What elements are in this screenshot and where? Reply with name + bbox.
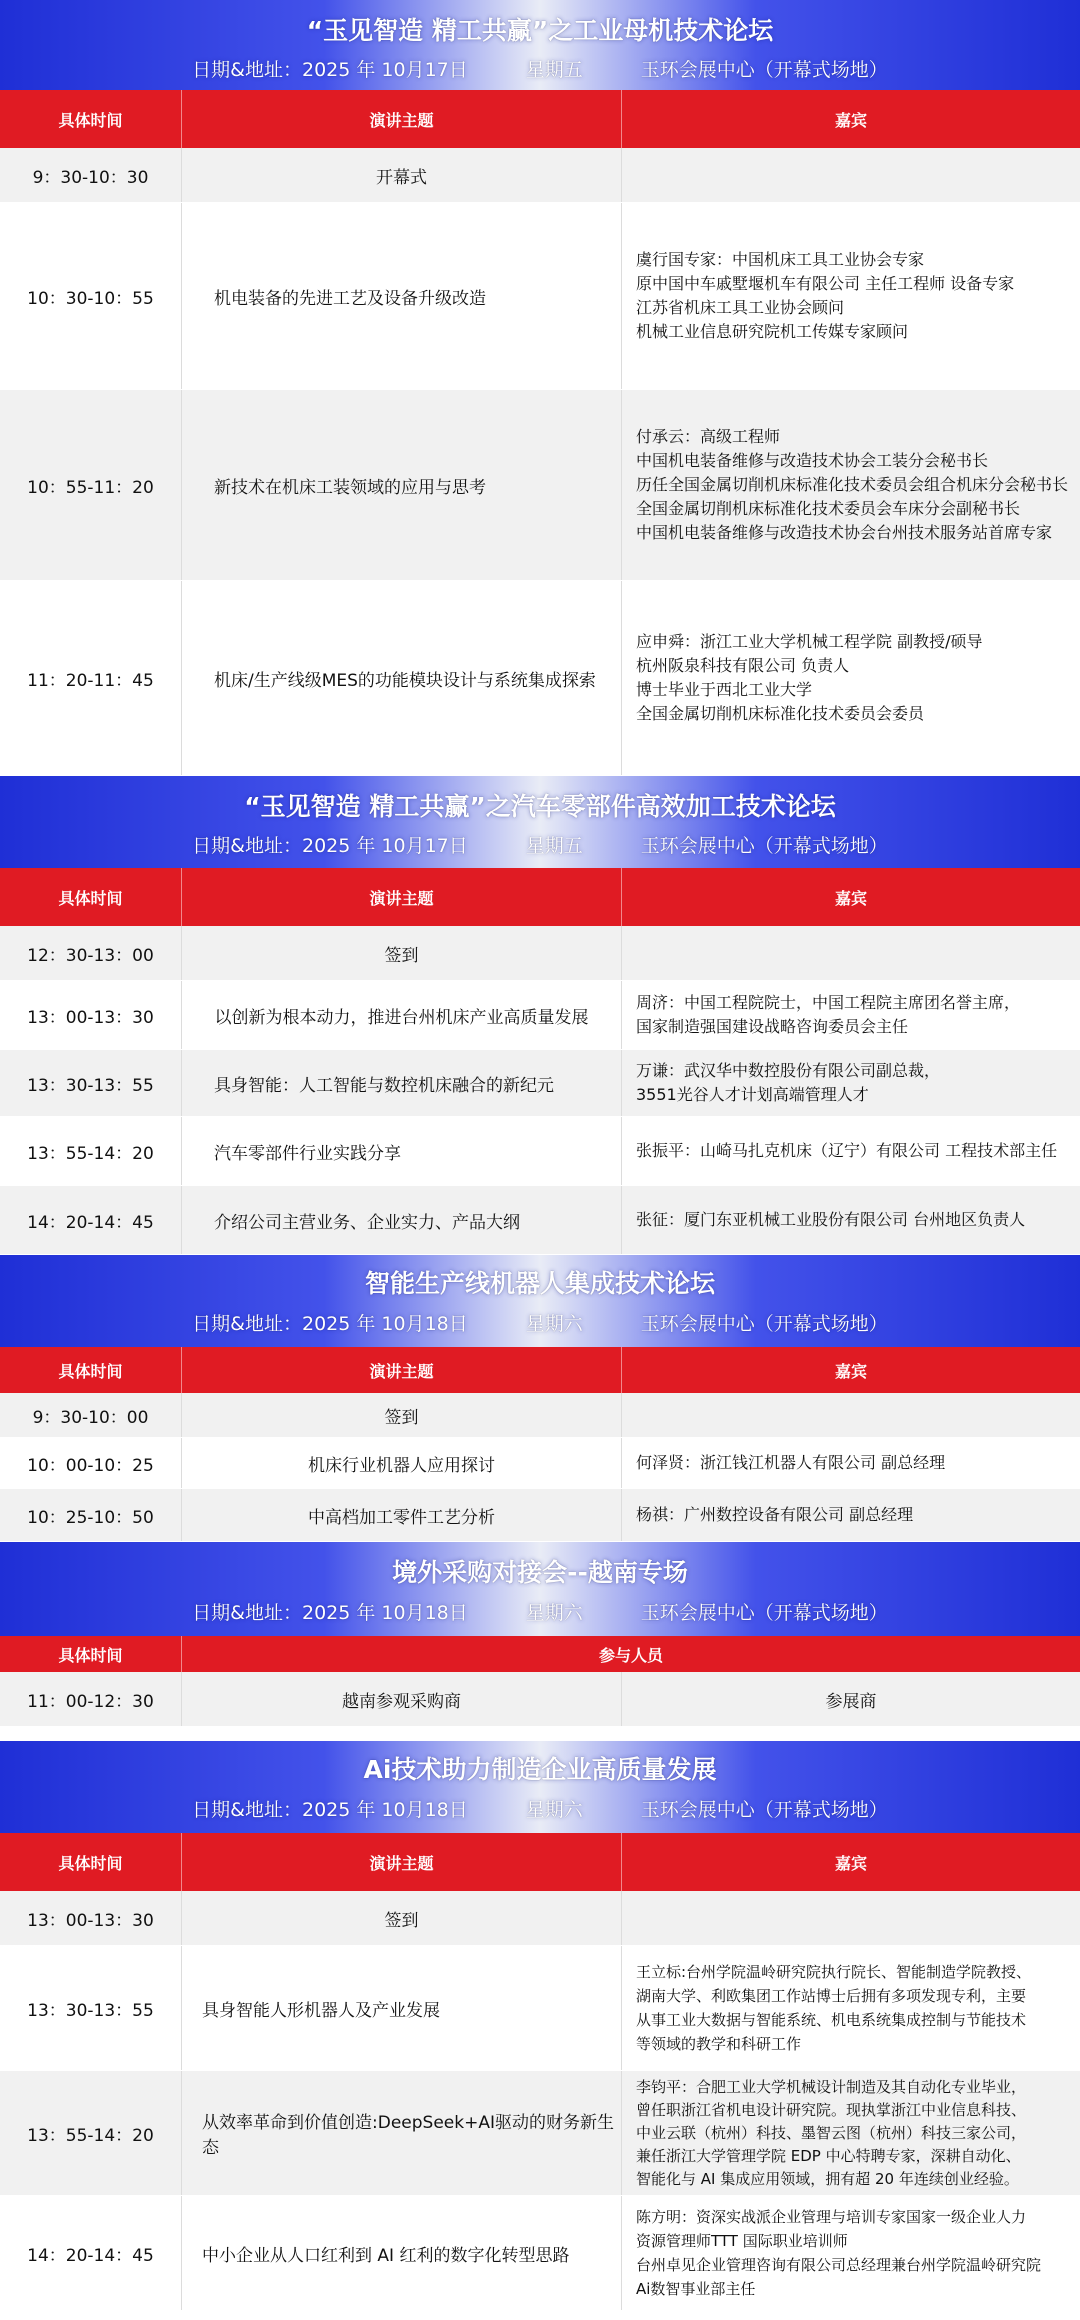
table-row	[0, 1186, 1080, 1255]
table-row	[0, 1050, 1080, 1117]
row-guests	[622, 203, 1080, 389]
forum-venue: 玉环会展中心（开幕式场地）	[640, 1799, 888, 1821]
table-header	[0, 1347, 1080, 1393]
table-header	[0, 1833, 1080, 1891]
header-time: 具体时间	[0, 1347, 182, 1393]
row-time: 14：20-14：45	[0, 1186, 182, 1254]
table-row	[0, 581, 1080, 776]
forum-title: “玉见智造 精工共赢”之汽车零部件高效加工技术论坛	[244, 792, 836, 821]
header-time: 具体时间	[0, 1833, 182, 1891]
forum-venue: 玉环会展中心（开幕式场地）	[640, 1313, 888, 1335]
forum-venue: 玉环会展中心（开幕式场地）	[640, 59, 888, 81]
table-row	[0, 926, 1080, 981]
row-time: 14：20-14：45	[0, 2196, 182, 2310]
guest-line: 资源管理师TTT 国际职业培训师	[636, 2232, 848, 2250]
guest-line: 万谦：武汉华中数控股份有限公司副总裁，	[636, 1061, 941, 1080]
forum-weekday: 星期五	[525, 59, 583, 81]
header-guests: 嘉宾	[834, 1361, 867, 1381]
guest-line: 张振平：山崎马扎克机床（辽宁）有限公司 工程技术部主任	[636, 1141, 1058, 1160]
row-guests	[622, 1117, 1080, 1185]
guest-line: 付承云：高级工程师	[636, 427, 781, 446]
guest-line: 机械工业信息研究院机工传媒专家顾问	[636, 322, 909, 341]
guest-line: 兼任浙江大学管理学院 EDP 中心特聘专家，深耕自动化、	[636, 2146, 1021, 2165]
table-row	[0, 2196, 1080, 2311]
row-topic: 签到	[182, 1393, 622, 1437]
row-topic: 机电装备的先进工艺及设备升级改造	[182, 203, 622, 389]
forum-title: “玉见智造 精工共赢”之工业母机技术论坛	[306, 16, 774, 45]
section-gap	[0, 1727, 1080, 1741]
row-topic: 签到	[182, 926, 622, 980]
forum-weekday: 星期六	[525, 1602, 583, 1624]
guest-line: 台州卓见企业管理咨询有限公司总经理兼台州学院温岭研究院	[636, 2256, 1042, 2274]
header-topic: 演讲主题	[182, 1833, 622, 1891]
table-row	[0, 148, 1080, 203]
row-time: 11：00-12：30	[0, 1672, 182, 1726]
row-guests	[622, 390, 1080, 580]
row-time: 12：30-13：00	[0, 926, 182, 980]
table-row	[0, 981, 1080, 1050]
header-topic: 演讲主题	[182, 1347, 622, 1393]
guest-line: 历任全国金属切削机床标准化技术委员会组合机床分会秘书长	[636, 475, 1069, 494]
row-time: 13：00-13：30	[0, 1891, 182, 1945]
guest-line: 周济：中国工程院院士，中国工程院主席团名誉主席，	[636, 993, 1021, 1012]
forum-venue: 玉环会展中心（开幕式场地）	[640, 835, 888, 857]
forum-title: 境外采购对接会--越南专场	[392, 1558, 688, 1587]
forum-banner	[0, 776, 1080, 868]
table-row	[0, 1946, 1080, 2071]
row-topic: 从效率革命到价值创造:DeepSeek+AI驱动的财务新生态	[182, 2071, 622, 2195]
guest-line: 虞行国专家：中国机床工具工业协会专家	[636, 250, 925, 269]
row-guests	[622, 2196, 1080, 2310]
table-row	[0, 203, 1080, 390]
table-row	[0, 1393, 1080, 1438]
row-topic: 具身智能人形机器人及产业发展	[182, 1946, 622, 2070]
guest-line: 李钧平：合肥工业大学机械设计制造及其自动化专业毕业，	[636, 2077, 1027, 2096]
table-row	[0, 1891, 1080, 1946]
forum-venue: 玉环会展中心（开幕式场地）	[640, 1602, 888, 1624]
row-topic: 具身智能：人工智能与数控机床融合的新纪元	[182, 1050, 622, 1116]
row-topic: 机床/生产线级MES的功能模块设计与系统集成探索	[182, 581, 622, 775]
guest-line: 从事工业大数据与智能系统、机电系统集成控制与节能技术	[636, 2011, 1027, 2029]
row-time: 13：30-13：55	[0, 1050, 182, 1116]
guest-line: 全国金属切削机床标准化技术委员会车床分会副秘书长	[636, 499, 1021, 518]
guest-line: 王立标:台州学院温岭研究院执行院长、智能制造学院教授、	[636, 1963, 1032, 1981]
row-guests	[622, 1891, 1080, 1945]
row-guests	[622, 2071, 1080, 2195]
guest-line: Ai数智事业部主任	[636, 2280, 756, 2298]
forum-date: 日期&地址：2025 年 10月18日	[192, 1313, 468, 1335]
guest-line: 陈方明：资深实战派企业管理与培训专家国家一级企业人力	[636, 2208, 1027, 2226]
guest-line: 曾任职浙江省机电设计研究院。现执掌浙江中业信息科技、	[636, 2100, 1027, 2119]
guest-line: 智能化与 AI 集成应用领域，拥有超 20 年连续创业经验。	[636, 2169, 1019, 2188]
guest-line: 何泽贤：浙江钱江机器人有限公司 副总经理	[636, 1453, 946, 1472]
row-time: 10：55-11：20	[0, 390, 182, 580]
header-guests: 嘉宾	[834, 110, 867, 130]
header-guests: 嘉宾	[834, 1853, 867, 1873]
forum-banner	[0, 1542, 1080, 1636]
header-time: 具体时间	[0, 1636, 182, 1672]
table-row	[0, 390, 1080, 581]
header-topic: 演讲主题	[182, 868, 622, 926]
row-guests	[622, 981, 1080, 1049]
row-guests	[622, 1050, 1080, 1116]
row-guests	[622, 926, 1080, 980]
guest-line: 国家制造强国建设战略咨询委员会主任	[636, 1017, 909, 1036]
forum-weekday: 星期六	[525, 1799, 583, 1821]
guest-line: 中业云联（杭州）科技、墨智云图（杭州）科技三家公司，	[636, 2123, 1027, 2142]
row-time: 11：20-11：45	[0, 581, 182, 775]
forum-date: 日期&地址：2025 年 10月17日	[192, 59, 468, 81]
forum-date: 日期&地址：2025 年 10月18日	[192, 1799, 468, 1821]
guest-line: 等领域的教学和科研工作	[636, 2035, 802, 2053]
row-guests	[622, 1186, 1080, 1254]
table-row	[0, 1117, 1080, 1186]
header-time: 具体时间	[0, 868, 182, 926]
row-time: 13：30-13：55	[0, 1946, 182, 2070]
row-time: 10：30-10：55	[0, 203, 182, 389]
row-guests	[622, 581, 1080, 775]
guest-line: 全国金属切削机床标准化技术委员会委员	[636, 704, 925, 723]
row-topic: 开幕式	[182, 148, 622, 202]
forum-banner	[0, 1255, 1080, 1347]
row-time: 13：00-13：30	[0, 981, 182, 1049]
forum-title: Ai技术助力制造企业高质量发展	[363, 1755, 717, 1784]
table-row	[0, 1672, 1080, 1727]
row-guests	[622, 1946, 1080, 2070]
row-topic: 汽车零部件行业实践分享	[182, 1117, 622, 1185]
header-people: 参与人员	[598, 1645, 663, 1665]
row-topic: 中高档加工零件工艺分析	[182, 1489, 622, 1541]
guest-line: 中国机电装备维修与改造技术协会工装分会秘书长	[636, 451, 989, 470]
row-topic: 签到	[182, 1891, 622, 1945]
table-row	[0, 1438, 1080, 1489]
forum-title: 智能生产线机器人集成技术论坛	[364, 1269, 715, 1298]
table-row	[0, 2071, 1080, 2196]
header-guests: 嘉宾	[834, 888, 867, 908]
guest-line: 应申舜：浙江工业大学机械工程学院 副教授/硕导	[636, 632, 983, 651]
row-guests	[622, 1438, 1080, 1488]
table-header	[0, 90, 1080, 148]
guest-line: 杭州阪泉科技有限公司 负责人	[636, 656, 850, 675]
row-time: 10：25-10：50	[0, 1489, 182, 1541]
row-time: 9：30-10：00	[0, 1393, 182, 1437]
row-topic: 越南参观采购商	[182, 1672, 622, 1726]
forum-date: 日期&地址：2025 年 10月18日	[192, 1602, 468, 1624]
table-row	[0, 1489, 1080, 1542]
guest-line: 博士毕业于西北工业大学	[636, 680, 813, 699]
row-time: 13：55-14：20	[0, 2071, 182, 2195]
guest-line: 湖南大学、利欧集团工作站博士后拥有多项发现专利，主要	[636, 1987, 1027, 2005]
row-topic: 介绍公司主营业务、企业实力、产品大纲	[182, 1186, 622, 1254]
row-people: 参展商	[825, 1691, 877, 1712]
guest-line: 江苏省机床工具工业协会顾问	[636, 298, 845, 317]
row-time: 10：00-10：25	[0, 1438, 182, 1488]
guest-line: 3551光谷人才计划高端管理人才	[636, 1085, 869, 1104]
row-time: 9：30-10：30	[0, 148, 182, 202]
table-header	[0, 1636, 1080, 1672]
row-topic: 机床行业机器人应用探讨	[182, 1438, 622, 1488]
row-time: 13：55-14：20	[0, 1117, 182, 1185]
row-guests	[622, 1489, 1080, 1541]
forum-weekday: 星期五	[525, 835, 583, 857]
guest-line: 张征：厦门东亚机械工业股份有限公司 台州地区负责人	[636, 1210, 1026, 1229]
forum-date: 日期&地址：2025 年 10月17日	[192, 835, 468, 857]
row-guests	[622, 148, 1080, 202]
forum-banner	[0, 1741, 1080, 1833]
forum-weekday: 星期六	[525, 1313, 583, 1335]
guest-line: 中国机电装备维修与改造技术协会台州技术服务站首席专家	[636, 523, 1053, 542]
guest-line: 杨祺：广州数控设备有限公司 副总经理	[636, 1505, 914, 1524]
row-guests	[622, 1393, 1080, 1437]
row-topic: 以创新为根本动力，推进台州机床产业高质量发展	[182, 981, 622, 1049]
table-header	[0, 868, 1080, 926]
forum-banner	[0, 0, 1080, 90]
row-topic: 新技术在机床工装领域的应用与思考	[182, 390, 622, 580]
guest-line: 原中国中车戚墅堰机车有限公司 主任工程师 设备专家	[636, 274, 1015, 293]
row-topic: 中小企业从人口红利到 AI 红利的数字化转型思路	[182, 2196, 622, 2310]
header-topic: 演讲主题	[182, 90, 622, 148]
header-time: 具体时间	[0, 90, 182, 148]
